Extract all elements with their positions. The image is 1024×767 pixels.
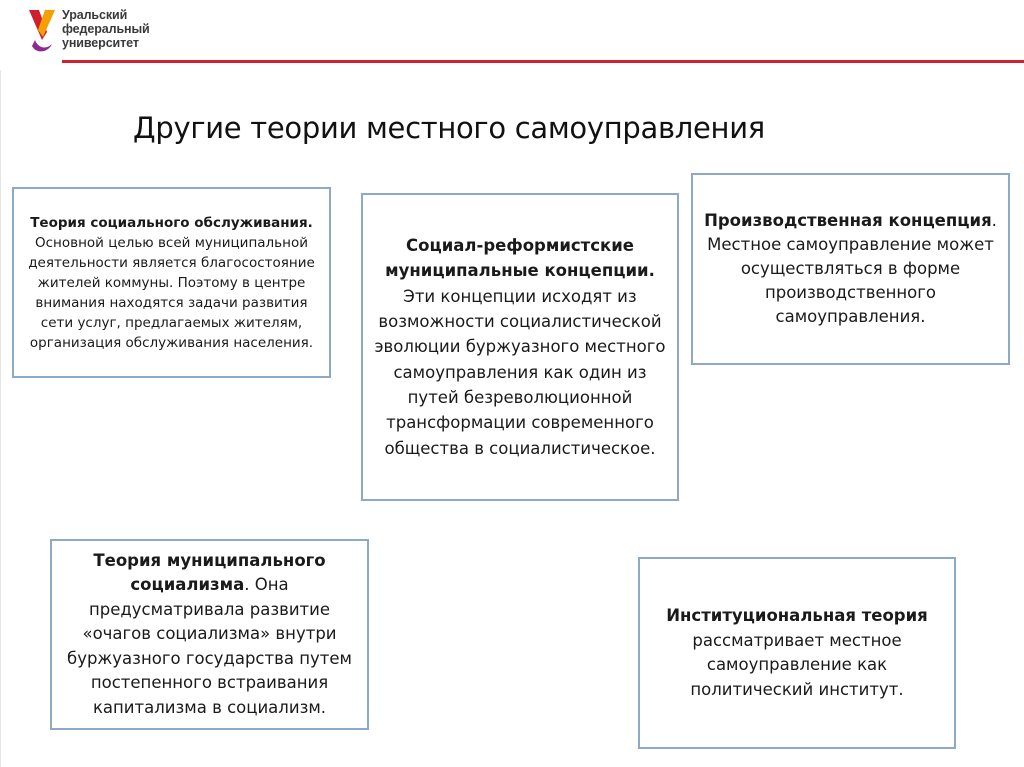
box-body: Эти концепции исходят из возможности социалистической эволюции буржуазного местного самоуправления как один из путей безреволюционной трансформации современного общества в социалистическое. bbox=[374, 286, 666, 458]
social-reformist-concepts-box bbox=[361, 193, 679, 501]
slide-title: Другие теории местного самоуправления bbox=[133, 111, 765, 145]
box-body: . Она предусматривала развитие «очагов социализма» внутри буржуазного государства путем постепенного встраивания капитализма в социализм. bbox=[67, 575, 352, 717]
box-heading: Институциональная теория bbox=[666, 606, 928, 625]
social-service-theory-box bbox=[12, 187, 331, 378]
logo-line-3: университет bbox=[62, 36, 139, 50]
university-logo bbox=[26, 6, 186, 58]
box-heading: Теория социального обслуживания. bbox=[30, 214, 313, 231]
logo-line-1: Уральский bbox=[62, 8, 128, 22]
box-body: рассматривает местное самоуправление как политический институт. bbox=[690, 630, 904, 699]
institutional-theory-box bbox=[638, 557, 956, 749]
box-heading: Теория муниципального социализма bbox=[93, 550, 326, 595]
box-body: . Местное самоуправление может осуществляться в форме производственного самоуправления. bbox=[707, 211, 997, 326]
logo-text bbox=[62, 8, 150, 50]
left-margin-rule bbox=[0, 70, 1, 767]
box-body: Основной целью всей муниципальной деятельности является благосостояние жителей коммуны. Поэтому в центре внимания находятся задачи развития сети услуг, предлагаемых жителям, организация обслуживания населения. bbox=[28, 234, 315, 351]
header-divider bbox=[62, 60, 1024, 63]
municipal-socialism-theory-box bbox=[50, 539, 369, 730]
production-concept-box bbox=[691, 173, 1010, 365]
box-heading: Производственная концепция bbox=[704, 211, 992, 230]
box-heading: Социал-реформистские муниципальные концепции. bbox=[385, 236, 655, 281]
logo-line-2: федеральный bbox=[62, 22, 150, 36]
urfu-logo-icon bbox=[26, 6, 58, 56]
